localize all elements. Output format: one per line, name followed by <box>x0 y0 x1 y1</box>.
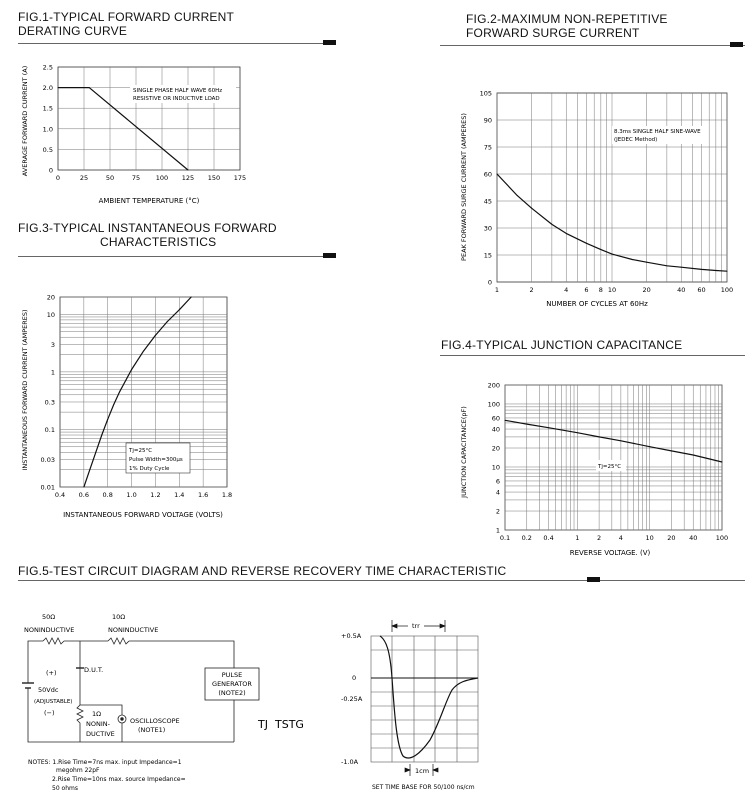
x-tick-label: 0.4 <box>543 534 554 542</box>
data-point <box>497 174 498 175</box>
y-tick-label: 4 <box>495 488 500 497</box>
x-tick-label: 40 <box>677 286 686 294</box>
fig4-ylabel: JUNCTION CAPACITANCE(pF) <box>460 406 468 498</box>
fig4-title-line: FIG.4-TYPICAL JUNCTION CAPACITANCE <box>441 338 683 352</box>
fig3-note-line1: Tj=25°C <box>129 448 153 454</box>
fig1-note-line1: SINGLE PHASE HALF WAVE 60Hz <box>133 88 223 94</box>
data-point <box>566 233 567 234</box>
y-tick-label: 200 <box>487 381 500 390</box>
y-tick-label: 0 <box>487 278 492 287</box>
data-point <box>620 440 621 441</box>
trr-arrowhead-left <box>392 624 397 628</box>
y-tick-label: 20 <box>491 444 500 453</box>
y-tick-label: 15 <box>483 251 492 260</box>
x-tick-label: 100 <box>715 534 729 542</box>
fig1-note-line2: RESISTIVE OR INDUCTIVE LOAD <box>133 96 220 102</box>
fig4-note: Tj=25°C <box>598 464 622 470</box>
data-point <box>113 404 114 405</box>
y-tick-label: 10 <box>46 310 55 319</box>
data-point <box>599 436 600 437</box>
data-point <box>167 321 168 322</box>
y-tick-label: 2.0 <box>42 84 53 93</box>
one-cm-label: 1cm <box>415 767 430 775</box>
x-tick-label: 4 <box>564 286 569 294</box>
trr-label: trr <box>412 622 420 630</box>
x-tick-label: 0.1 <box>499 534 511 542</box>
notes-line3: 2.Rise Time=10ns max. source Impedance= <box>52 776 186 783</box>
x-tick-label: 0.4 <box>54 491 66 499</box>
data-point <box>107 419 108 420</box>
data-point <box>155 335 156 336</box>
x-tick-label: 0.2 <box>521 534 532 542</box>
dut-label: D.U.T. <box>84 666 104 674</box>
x-tick-label: 100 <box>720 286 734 294</box>
x-tick-label: 75 <box>131 174 141 182</box>
x-tick-label: 50 <box>105 174 115 182</box>
data-point <box>89 87 90 88</box>
data-point <box>693 454 694 455</box>
y-tick-label: 2 <box>495 507 500 516</box>
resistor-1ohm <box>77 705 83 742</box>
fig5-circuit-labels <box>24 613 304 792</box>
y-tick-label: 100 <box>487 400 500 409</box>
y-tick-label: 0.5 <box>42 145 53 154</box>
data-point <box>179 309 180 310</box>
fig2-note-line1: 8.3ms SINGLE HALF SINE-WAVE <box>614 129 701 135</box>
oscilloscope-dot <box>121 718 124 721</box>
data-point <box>58 87 59 88</box>
fig2-note-line2: (JEDEC Method) <box>614 137 658 143</box>
data-point <box>632 259 633 260</box>
y-tick-label: 60 <box>483 170 492 179</box>
data-point <box>586 243 587 244</box>
y-tick-label: 0 <box>48 166 53 175</box>
plot-frame <box>58 67 240 170</box>
x-tick-label: 175 <box>233 174 247 182</box>
y-tick-label: 1 <box>50 368 55 377</box>
fig3-xlabel: INSTANTANEOUS FORWARD VOLTAGE (VOLTS) <box>63 511 223 519</box>
y-tick-label: 0.3 <box>44 398 55 407</box>
data-point <box>95 452 96 453</box>
r3-line1: NONIN- <box>86 720 110 728</box>
y-tick-label: 0.03 <box>40 456 55 465</box>
fig1-title-line2: DERATING CURVE <box>18 24 128 38</box>
timebase-label: SET TIME BASE FOR 50/100 ns/cm <box>372 784 475 791</box>
resistor-10ohm <box>108 638 129 644</box>
x-tick-label: 20 <box>667 534 676 542</box>
x-tick-label: 20 <box>642 286 651 294</box>
scope-line2: (NOTE1) <box>138 726 166 734</box>
y-tick-label: 1 <box>495 526 500 535</box>
data-point <box>83 487 84 488</box>
x-tick-label: 1.4 <box>174 491 185 499</box>
y-tick-label: 1.5 <box>42 104 53 113</box>
fig5-title-line: FIG.5-TEST CIRCUIT DIAGRAM AND REVERSE RECOVERY TIME CHARACTERISTIC <box>18 564 507 578</box>
data-point <box>612 254 613 255</box>
data-point <box>649 446 650 447</box>
y-tick-label: 105 <box>479 89 492 98</box>
battery-adjustable: (ADJUSTABLE) <box>34 699 73 705</box>
data-point <box>715 270 716 271</box>
y-tick-label: 6 <box>495 477 500 486</box>
level-0: 0 <box>352 674 357 682</box>
y-tick-label: 30 <box>483 224 492 233</box>
data-series-line <box>505 420 722 462</box>
x-tick-label: 10 <box>645 534 654 542</box>
data-point <box>517 195 518 196</box>
fig3-ylabel: INSTANTANEOUS FORWARD CURRENT (AMPERES) <box>21 309 29 471</box>
data-point <box>727 271 728 272</box>
scope-line1: OSCILLOSCOPE <box>130 717 180 725</box>
data-point <box>131 369 132 370</box>
battery-vdc: 50Vdc <box>38 686 59 694</box>
data-point <box>143 351 144 352</box>
x-tick-label: 60 <box>697 286 706 294</box>
tstg-label: TSTG <box>275 718 304 731</box>
fig2-ylabel: PEAK FORWARD SURGE CURRENT (AMPERES) <box>460 113 468 261</box>
x-tick-label: 6 <box>584 286 589 294</box>
fig2-chart <box>480 90 734 295</box>
data-point <box>188 170 189 171</box>
fig2-xlabel: NUMBER OF CYCLES AT 60Hz <box>546 300 648 308</box>
data-point <box>89 469 90 470</box>
x-tick-label: 150 <box>207 174 221 182</box>
data-point <box>101 435 102 436</box>
cm-arrowhead-right <box>433 768 438 772</box>
data-point <box>551 224 552 225</box>
x-tick-label: 4 <box>618 534 623 542</box>
r1-type: NONINDUCTIVE <box>24 626 75 634</box>
recovery-waveform <box>380 636 478 758</box>
recovery-grid <box>371 636 478 762</box>
x-tick-label: 25 <box>79 174 89 182</box>
fig2-title-line1: FIG.2-MAXIMUM NON-REPETITIVE <box>466 12 668 26</box>
y-tick-label: 2.5 <box>42 63 53 72</box>
y-tick-label: 1.0 <box>42 125 53 134</box>
x-tick-label: 100 <box>155 174 169 182</box>
fig2-title-line2: FORWARD SURGE CURRENT <box>466 26 640 40</box>
x-tick-label: 8 <box>598 286 603 294</box>
fig3-note-line2: Pulse Width=300μs <box>129 457 183 463</box>
r3-line2: DUCTIVE <box>86 730 115 738</box>
data-point <box>505 420 506 421</box>
data-point <box>681 267 682 268</box>
fig1-chart <box>43 64 247 183</box>
fig3-title-line1: FIG.3-TYPICAL INSTANTANEOUS FORWARD <box>18 221 277 235</box>
y-tick-label: 10 <box>491 463 500 472</box>
resistor-50ohm <box>43 638 64 644</box>
data-point <box>191 297 192 298</box>
data-point <box>722 461 723 462</box>
notes-line1: NOTES: 1.Rise Time=7ns max. input Impedance=1 <box>28 759 182 766</box>
x-tick-label: 1 <box>575 534 580 542</box>
y-tick-label: 60 <box>491 414 500 423</box>
level-m10: -1.0A <box>341 758 359 766</box>
data-point <box>701 269 702 270</box>
x-tick-label: 1.0 <box>126 491 137 499</box>
r2-value: 10Ω <box>112 613 126 621</box>
data-point <box>548 427 549 428</box>
notes-line2: megohm 22pF <box>56 767 100 774</box>
trr-arrowhead-right <box>440 624 445 628</box>
level-m025: -0.25A <box>341 695 363 703</box>
x-tick-label: 40 <box>689 534 698 542</box>
x-tick-label: 1.2 <box>150 491 161 499</box>
notes-line4: 50 ohms <box>52 785 78 792</box>
fig1-xlabel: AMBIENT TEMPERATURE (°C) <box>98 197 200 205</box>
tj-label: TJ <box>258 718 268 731</box>
recovery-frame <box>371 636 478 762</box>
fig1-ylabel: AVERAGE FORWARD CURRENT (A) <box>21 65 29 177</box>
y-tick-label: 0.1 <box>44 425 55 434</box>
wire-top-right <box>129 641 234 668</box>
x-tick-label: 1 <box>494 286 500 294</box>
fig4-xlabel: REVERSE VOLTAGE. (V) <box>569 549 651 557</box>
y-tick-label: 40 <box>491 425 500 434</box>
y-tick-label: 75 <box>483 143 492 152</box>
r2-type: NONINDUCTIVE <box>108 626 159 634</box>
battery-minus: (−) <box>44 709 55 717</box>
data-point <box>600 249 601 250</box>
r3-value: 1Ω <box>92 710 102 718</box>
fig1-title-line1: FIG.1-TYPICAL FORWARD CURRENT <box>18 10 235 24</box>
wire-top <box>28 641 43 648</box>
r1-value: 50Ω <box>42 613 56 621</box>
x-tick-label: 2 <box>529 286 534 294</box>
y-tick-label: 45 <box>483 197 492 206</box>
pg-line2: GENERATOR <box>212 680 252 688</box>
x-tick-label: 0.6 <box>78 491 90 499</box>
x-tick-label: 2 <box>597 534 602 542</box>
data-point <box>646 262 647 263</box>
data-point <box>671 450 672 451</box>
x-tick-label: 1.6 <box>197 491 209 499</box>
x-tick-label: 0 <box>55 174 61 182</box>
data-point <box>119 391 120 392</box>
y-tick-label: 90 <box>483 116 492 125</box>
y-tick-label: 20 <box>46 293 55 302</box>
fig3-note-line3: 1% Duty Cycle <box>129 466 170 472</box>
x-tick-label: 125 <box>181 174 195 182</box>
data-point <box>577 432 578 433</box>
battery-plus: (+) <box>46 669 57 677</box>
data-point <box>526 424 527 425</box>
data-point <box>531 208 532 209</box>
cm-arrowhead-left <box>405 768 410 772</box>
recovery-labels <box>341 622 475 791</box>
x-tick-label: 0.8 <box>102 491 113 499</box>
x-tick-label: 1.8 <box>221 491 233 499</box>
y-tick-label: 0.01 <box>40 483 55 492</box>
x-tick-label: 10 <box>607 286 617 294</box>
y-tick-label: 3 <box>50 340 55 349</box>
fig3-title-line2: CHARACTERISTICS <box>100 235 217 249</box>
pg-line1: PULSE <box>221 671 243 679</box>
data-point <box>666 265 667 266</box>
level-p05: +0.5A <box>341 632 362 640</box>
pg-line3: (NOTE2) <box>218 689 246 697</box>
